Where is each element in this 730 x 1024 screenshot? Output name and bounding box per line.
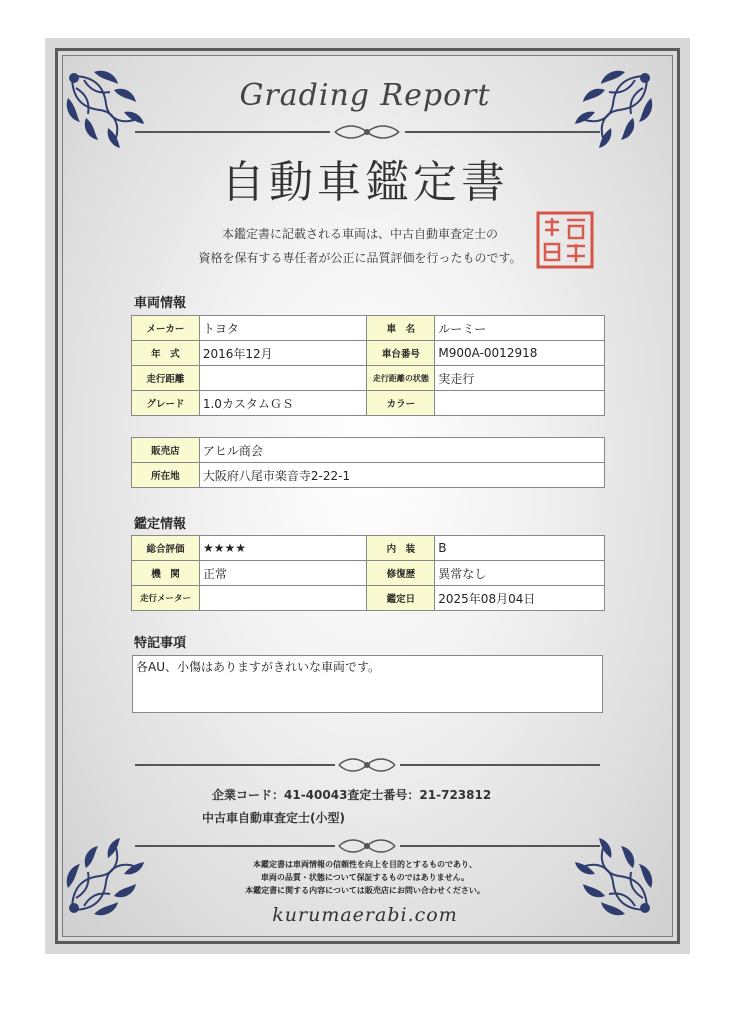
label-mileage: 走行距離	[132, 366, 200, 391]
label-overall-rating: 総合評価	[132, 536, 200, 561]
vehicle-section-title: 車両情報	[134, 296, 187, 311]
value-dealer: アヒル商会	[199, 438, 604, 463]
table-row	[132, 561, 605, 586]
value-mileage-status: 実走行	[435, 366, 605, 391]
table-row	[132, 536, 605, 561]
intro-line-1: 本鑑定書に記載される車両は、中古自動車査定士の	[221, 227, 498, 241]
value-color	[435, 391, 605, 416]
label-engine: 機 関	[132, 561, 200, 586]
table-row	[132, 391, 605, 416]
label-interior: 内 装	[367, 536, 435, 561]
label-grade: グレード	[132, 391, 200, 416]
value-odometer	[199, 586, 366, 611]
notes-section-title: 特記事項	[134, 636, 187, 651]
value-model-year: 2016年12月	[199, 341, 367, 366]
value-repair-history: 異常なし	[435, 561, 605, 586]
label-dealer: 販売店	[132, 438, 200, 463]
intro-text	[180, 222, 540, 270]
label-car-name: 車 名	[367, 316, 435, 341]
intro-line-2: 資格を保有する専任者が公正に品質評価を行ったものです。	[198, 251, 522, 265]
appraisal-info-table	[131, 535, 605, 611]
value-engine: 正常	[199, 561, 366, 586]
value-interior: B	[435, 536, 605, 561]
disclaimer-line-2: 車両の品質・状態について保証するものではありません。	[260, 873, 470, 882]
table-row	[132, 316, 605, 341]
table-row	[132, 438, 605, 463]
label-mileage-status: 走行距離の状態	[367, 366, 435, 391]
table-row	[132, 586, 605, 611]
bottom-divider	[135, 838, 600, 854]
label-repair-history: 修復歴	[367, 561, 435, 586]
label-chassis-number: 車台番号	[367, 341, 435, 366]
table-row	[132, 366, 605, 391]
dealer-info-table	[131, 437, 605, 488]
label-model-year: 年 式	[132, 341, 200, 366]
label-address: 所在地	[132, 463, 200, 488]
label-maker: メーカー	[132, 316, 200, 341]
value-grade: 1.0カスタムＧＳ	[199, 391, 367, 416]
website-text: kurumaerabi.com	[272, 904, 458, 926]
disclaimer	[0, 858, 730, 897]
examiner-title: 中古車自動車査定士(小型)	[202, 811, 345, 825]
label-odometer: 走行メーター	[132, 586, 200, 611]
value-maker: トヨタ	[199, 316, 367, 341]
table-row	[132, 341, 605, 366]
vehicle-info-table	[131, 315, 605, 416]
middle-divider	[135, 757, 600, 773]
value-car-name: ルーミー	[435, 316, 605, 341]
value-mileage	[199, 366, 367, 391]
value-overall-rating: ★★★★	[199, 536, 366, 561]
value-chassis-number: M900A-0012918	[435, 341, 605, 366]
table-row	[132, 463, 605, 488]
notes-box: 各AU、小傷はありますがきれいな車両です。	[132, 655, 603, 713]
top-divider	[135, 124, 600, 140]
seal-stamp-icon	[535, 210, 595, 270]
label-appraisal-date: 鑑定日	[367, 586, 435, 611]
appraisal-section-title: 鑑定情報	[134, 517, 187, 532]
certificate-title: 自動車鑑定書	[221, 157, 509, 208]
label-color: カラー	[367, 391, 435, 416]
value-appraisal-date: 2025年08月04日	[435, 586, 605, 611]
disclaimer-line-1: 本鑑定書は車両情報の信頼性を向上を目的とするものであり、	[253, 860, 477, 869]
script-title: Grading Report	[239, 78, 491, 113]
company-code: 企業コード：41-40043査定士番号：21-723812	[212, 788, 492, 802]
value-address: 大阪府八尾市楽音寺2-22-1	[199, 463, 604, 488]
disclaimer-line-3: 本鑑定書に関する内容については販売店にお問い合わせください。	[245, 886, 485, 895]
